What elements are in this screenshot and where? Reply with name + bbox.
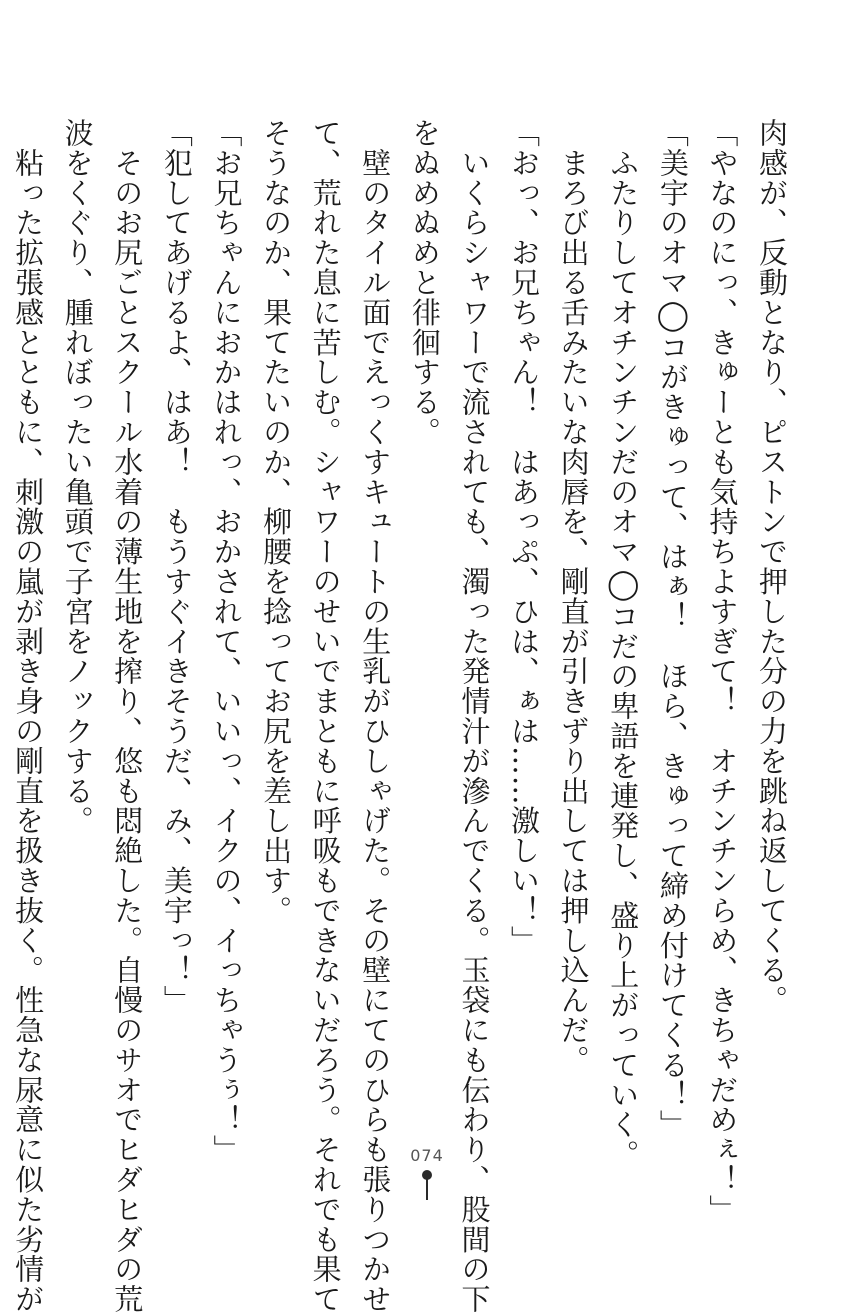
text-line: 波をくぐり、腫れぼったい亀頭で子宮をノックする。 <box>60 118 95 836</box>
text-line: をぬめぬめと徘徊する。 <box>407 118 442 447</box>
text-line: 壁のタイル面でえっくすキュートの生乳がひしゃげた。その壁にてのひらも張りつかせ <box>358 118 393 1314</box>
page-number: 074 <box>410 1146 444 1165</box>
bookmark-marker-icon <box>425 1170 429 1200</box>
marker-line <box>426 1178 428 1200</box>
text-line: 粘った拡張感とともに、刺激の嵐が剥き身の剛直を扱き抜く。性急な尿意に似た劣情が <box>11 118 46 1314</box>
text-line: いくらシャワーで流されても、濁った発情汁が滲んでくる。玉袋にも伝わり、股間の下 <box>457 118 492 1314</box>
text-line: 肉感が、反動となり、ピストンで押した分の力を跳ね返してくる。 <box>755 118 789 1015</box>
text-line: そうなのか、果てたいのか、柳腰を捻ってお尻を差し出す。 <box>259 118 294 926</box>
text-line: ふたりしてオチンチンだのオマ◯コだの卑語を連発し、盛り上がっていく。 <box>606 118 641 1170</box>
text-line: て、荒れた息に苦しむ。シャワーのせいでまともに呼吸もできないだろう。それでも果て <box>308 118 343 1314</box>
text-line: 「お兄ちゃんにおかはれっ、おかされて、いいっ、イクの、イっちゃうぅ！」 <box>209 118 244 1165</box>
text-line: そのお尻ごとスクール水着の薄生地を搾り、悠も悶絶した。自慢のサオでヒダヒダの荒 <box>110 118 145 1314</box>
text-line: まろび出る舌みたいな肉唇を、剛直が引きずり出しては押し込んだ。 <box>556 118 591 1075</box>
text-line: 「やなのにっ、きゅーとも気持ちよすぎて！ オチンチンらめ、きちゃだめぇ！」 <box>705 118 740 1225</box>
text-line: 「美宇のオマ◯コがきゅって、はぁ！ ほら、きゅって締め付けてくる！」 <box>655 118 690 1140</box>
text-line: 「犯してあげるよ、はあ！ もうすぐイきそうだ、み、美宇っ！」 <box>159 118 194 1015</box>
text-line: 「おっ、お兄ちゃん！ はあっぷ、ひは、ぁは……激しい！」 <box>507 118 542 956</box>
